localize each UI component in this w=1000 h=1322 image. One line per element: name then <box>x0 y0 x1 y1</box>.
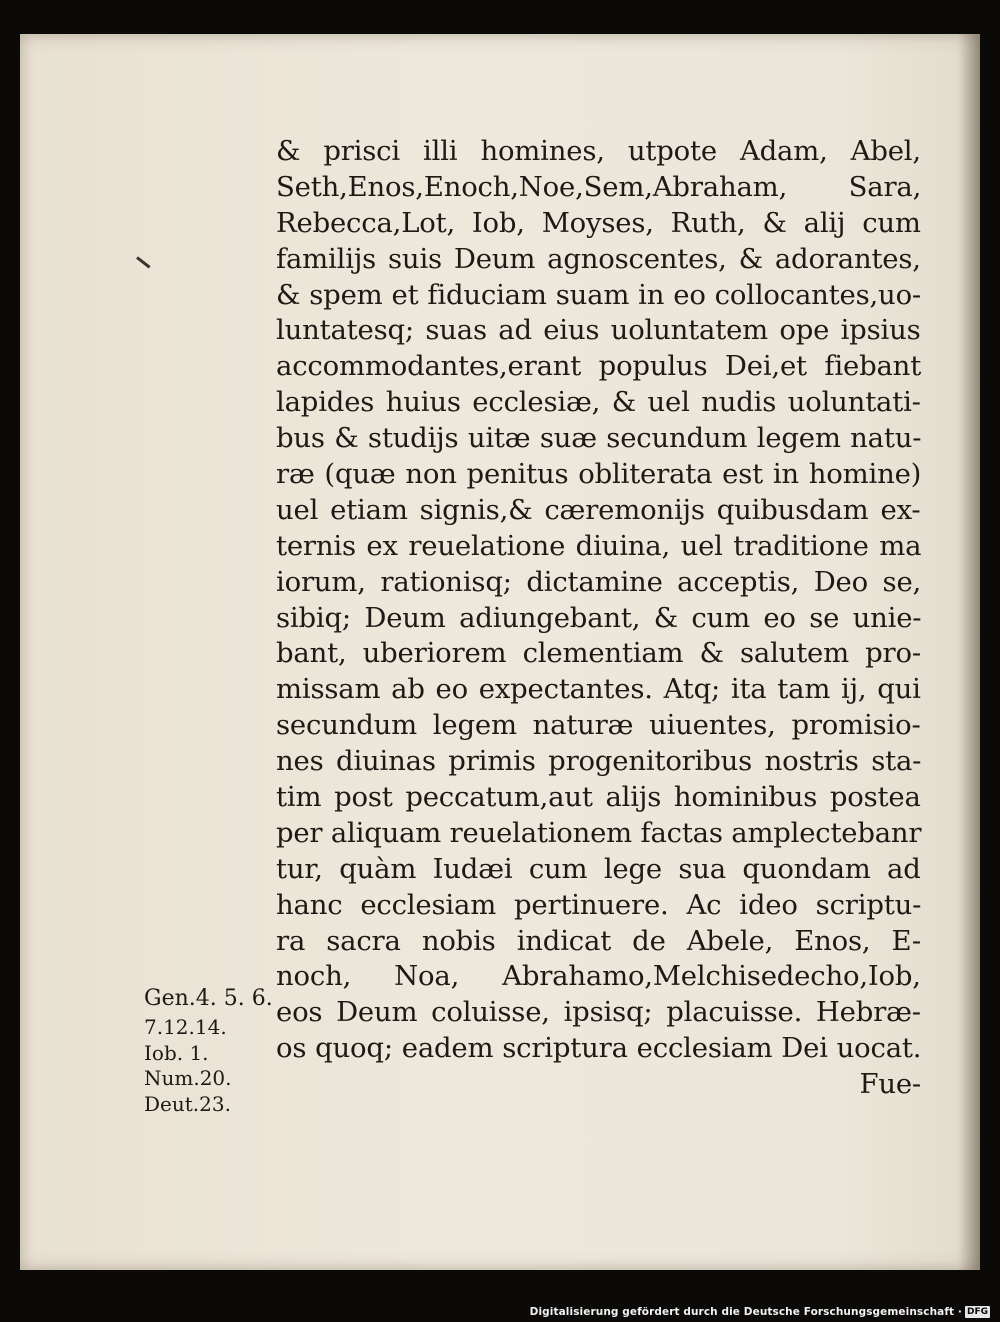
dfg-logo-icon: DFG <box>966 1307 988 1317</box>
text-line: ræ (quæ non penitus obliterata est in homine) <box>276 458 922 491</box>
book-page <box>20 34 980 1270</box>
text-line: familijs suis Deum agnoscentes, & adorantes, <box>276 242 921 275</box>
text-line: tim post peccatum,aut alijs hominibus postea <box>276 781 921 814</box>
text-line: noch, Noa, Abrahamo,Melchisedecho,Iob, <box>276 960 921 993</box>
text-line: missam ab eo expectantes. Atq; ita tam ij, qui <box>276 673 921 706</box>
margin-note: Num.20. <box>144 1066 232 1090</box>
text-line: eos Deum coluisse, ipsisq; placuisse. Hebræ- <box>276 996 921 1029</box>
text-line: iorum, rationisq; dictamine acceptis, Deo se, <box>276 565 922 598</box>
text-line: per aliquam reuelationem factas amplectebanr <box>276 816 922 849</box>
text-line: uel etiam signis,& cæremonijs quibusdam ex- <box>276 493 921 526</box>
body-text <box>276 134 921 1103</box>
margin-notes <box>144 982 274 1117</box>
text-line: accommodantes,erant populus Dei,et fiebant <box>276 350 922 383</box>
text-line: & spem et fiduciam suam in eo collocantes,uo- <box>276 278 922 311</box>
margin-note: Iob. 1. <box>144 1040 209 1065</box>
text-line: bant, uberiorem clementiam & salutem pro- <box>276 637 921 670</box>
text-line: Rebecca,Lot, Iob, Moyses, Ruth, & alij cum <box>276 206 921 239</box>
digitization-footer <box>530 1304 990 1320</box>
text-line: secundum legem naturæ uiuentes, promisio- <box>276 709 921 742</box>
text-line: lapides huius ecclesiæ, & uel nudis uoluntati- <box>276 386 921 419</box>
text-line: os quoq; eadem scriptura ecclesiam Dei uocat. <box>276 1032 922 1065</box>
text-line: ra sacra nobis indicat de Abele, Enos, E- <box>276 924 922 957</box>
text-line: ternis ex reuelatione diuina, uel traditione ma <box>276 529 922 562</box>
footer-credit: Digitalisierung gefördert durch die Deutsche Forschungsgemeinschaft · <box>529 1306 962 1318</box>
text-line: tur, quàm Iudæi cum lege sua quondam ad <box>276 852 921 885</box>
text-line: bus & studijs uitæ suæ secundum legem natu- <box>276 422 922 455</box>
margin-note: Gen.4. 5. 6. <box>144 986 273 1011</box>
margin-note: Deut.23. <box>144 1091 231 1116</box>
text-line: hanc ecclesiam pertinuere. Ac ideo scriptu- <box>276 888 922 921</box>
ink-mark <box>136 256 150 268</box>
margin-note: 7.12.14. <box>144 1015 227 1039</box>
text-line: nes diuinas primis progenitoribus nostris sta- <box>276 745 922 778</box>
text-line: & prisci illi homines, utpote Adam, Abel, <box>276 135 921 167</box>
text-line: luntatesq; suas ad eius uoluntatem ope ipsius <box>276 314 921 347</box>
text-line: Seth,Enos,Enoch,Noe,Sem,Abraham, Sara, <box>276 170 922 203</box>
catchword: Fue- <box>859 1068 921 1101</box>
text-line: sibiq; Deum adiungebant, & cum eo se unie- <box>276 601 922 634</box>
